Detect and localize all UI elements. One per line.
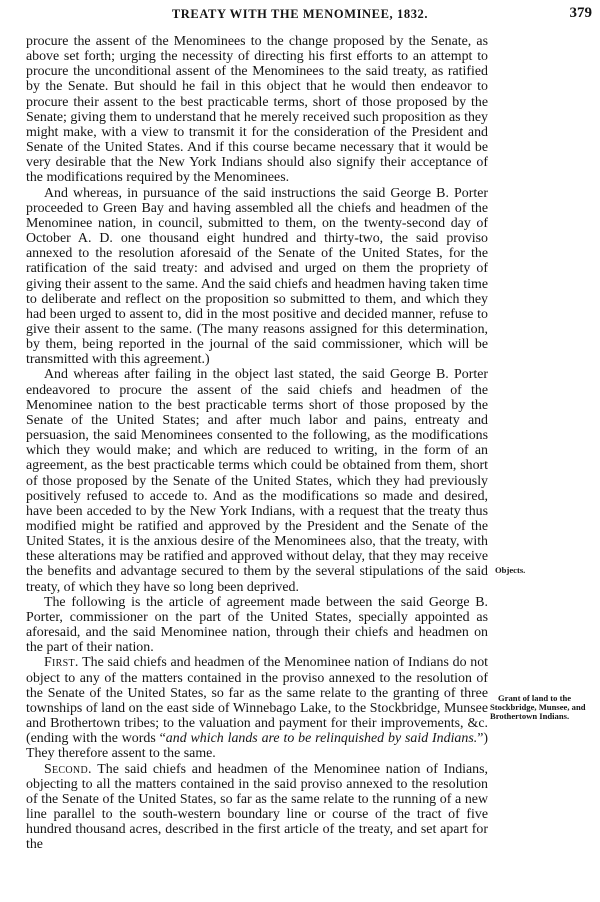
article-second-lead: Second. — [44, 761, 92, 777]
article-first-text-b: ”) They therefore assent to the same. — [26, 731, 488, 762]
article-first-text-a: The said chiefs and headmen of the Menominee nation of Indians do not object to any of the matters contained in the proviso annexed to the resolution of the Senate of the United States, so far as the same relate to the granting of three townships of land on the east side of Winnebago Lake, to the Stockbridge, Munsee and Brothertown tribes; to the valuation and payment for their improvements, &c. (ending with the words “ — [26, 655, 488, 747]
margin-note-objects: Objects. — [495, 565, 526, 575]
article-second-text: The said chiefs and headmen of the Menominee nation of Indians, objecting to all the matters contained in the said proviso annexed to the resolution of the Senate of the United States, so far as the same relate to the running of a new line parallel to the south-western boundary line or course of the tract of five hundred thousand acres, described in the first article of the treaty, and set apart for the — [26, 761, 488, 853]
page-header — [0, 4, 600, 26]
article-first-lead: First. — [44, 655, 79, 671]
paragraph-3: And whereas after failing in the object last stated, the said George B. Porter endeavored to procure the assent of the said chiefs and headmen of the Menominee nation to the best practicable terms short of those proposed by the Senate of the United States; and after much labor and pains, entreaty and persuasion, the said Menominees consented to the following, as the modifications which they would make; and which are reduced to writing, in the form of an agreement, as the best practicable terms which could be obtained from them, short of those proposed by the Senate of the United States, which they had previously positively refused to accede to. And as the modifications so made and desired, have been acceded to by the New York Indians, with a request that the treaty thus modified might be ratified and approved by the President and the Senate of the United States, it is the anxious desire of the Menominees also, that the treaty, with these alterations may be ratified and approved without delay, that they may receive the benefits and advantage secured to them by the several stipulations of the said treaty, of which they have so long been deprived. — [26, 367, 488, 595]
margin-note-grant: Grant of land to the Stockbridge, Munsee, and Brothertown Indians. — [490, 693, 586, 722]
paragraph-article-second — [26, 762, 488, 853]
running-head: TREATY WITH THE MENOMINEE, 1832. — [171, 7, 429, 21]
paragraph-4: The following is the article of agreement made between the said George B. Porter, commissioner on the part of the United States, specially appointed as aforesaid, and the said Menominee nation, through their chiefs and headmen on the part of their nation. — [26, 594, 488, 656]
treaty-body-text — [26, 34, 488, 852]
article-first-quote: and which lands are to be relinquished by said Indians. — [165, 731, 478, 747]
paragraph-article-first — [26, 655, 488, 761]
paragraph-1: procure the assent of the Menominees to the change proposed by the Senate, as above set forth; urging the necessity of directing his first efforts to an attempt to procure the unconditional assent of the Menominees to the said treaty, as ratified by the Senate. But should he fail in this object that he would then endeavor to procure their assent to the best practicable terms, short of those proposed by the Senate; giving them to understand that he merely received such proposition as they might make, with a view to transmit it for the consideration of the President and Senate of the United States. And if this course became necessary that it would be very desirable that the New York Indians should also signify their acceptance of the modifications required by the Menominees. — [26, 34, 488, 186]
page-number: 379 — [569, 5, 592, 21]
paragraph-2: And whereas, in pursuance of the said instructions the said George B. Porter proceeded to Green Bay and having assembled all the chiefs and headmen of the Menominee nation, in council, submitted to them, on the twenty-second day of October A. D. one thousand eight hundred and thirty-two, the said proviso annexed to the resolution aforesaid of the Senate of the United States, for the ratification of the said treaty: and advised and urged on them the propriety of giving their assent to the same. And the said chiefs and headmen having taken time to deliberate and reflect on the proposition so submitted to them, and which they had been urged to assent to, did in the most positive and decided manner, refuse to give their assent to the same. (The many reasons assigned for this determination, by them, being reported in the journal of the said commissioner, which will be transmitted with this agreement.) — [26, 185, 488, 368]
